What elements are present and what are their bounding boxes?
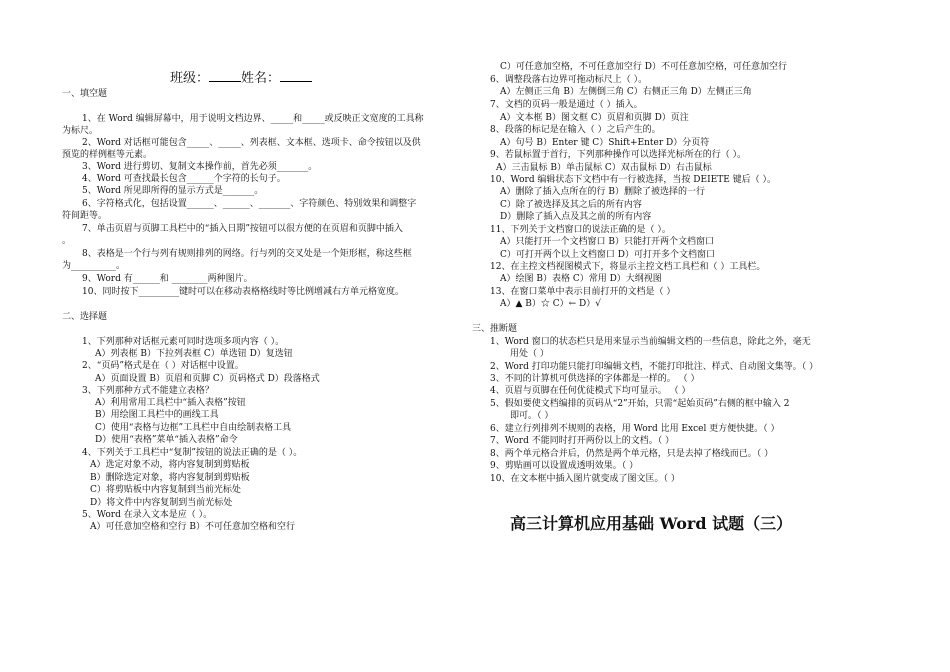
right-line: 9、剪贴画可以设置成透明效果。（ ）	[490, 461, 639, 471]
right-line: 13、在窗口菜单中表示目前打开的文档是（ ）	[490, 287, 676, 297]
right-line: 7、文档的页码一般是通过（ ）插入。	[490, 100, 643, 110]
left-line: 7、单击页眉与页脚工具栏中的“插入日期”按钮可以很方便的在页眉和页脚中插入	[82, 224, 403, 234]
left-line: 预览的样例框等元素。	[62, 150, 153, 160]
right-line: 4、页眉与页脚在任何优徒模式下均可显示。 （ ）	[490, 386, 691, 396]
left-line: 9、Word 有______和 ________两种图片。	[82, 274, 253, 284]
left-line: 10、同时按下_________键时可以在移动表格格线时等比例增减右方单元格宽度。	[82, 287, 404, 297]
right-line: 6、调整段落右边界可拖动标尺上（ ）。	[490, 75, 648, 85]
left-line: 3、下列那种方式不能建立表格？	[82, 386, 214, 396]
right-line: A）绘图 B）表格 C）常用 D）大纲视图	[500, 274, 662, 284]
right-line: A）删除了插入点所在的行 B）删除了被选择的一行	[500, 187, 705, 197]
right-line: 6、建立行列排列不规则的表格，用 Word 比用 Excel 更方便快捷。（ ）	[490, 424, 780, 434]
page-title: 高三计算机应用基础 Word 试题（三）	[510, 514, 793, 533]
right-line: C）可打开两个以上文档窗口 D）可打开多个文档窗口	[500, 250, 715, 260]
right-line: 5、假如要使文档编排的页码从“2”开始，只需“起始页码”右侧的框中输入 2	[490, 399, 790, 409]
right-line: A）句号 B）Enter 键 C）Shift+Enter D）分页符	[500, 138, 710, 148]
left-line: B）用绘图工具栏中的画线工具	[95, 410, 219, 420]
right-line: 即可。（ ）	[510, 411, 554, 421]
left-line: A）可任意加空格和空行 B）不可任意加空格和空行	[90, 522, 295, 532]
right-line: A）只能打开一个文档窗口 B）只能打开两个文档窗口	[500, 237, 714, 247]
class-blank	[209, 72, 241, 82]
right-line: 10、在文本框中插入图片就变成了图文匡。（ ）	[490, 474, 680, 484]
left-line: 为__________。	[62, 261, 126, 271]
class-label: 班级：	[170, 71, 210, 86]
left-line: 8、表格是一个行与列有规则排列的网络。行与列的交叉处是一个矩形框，称这些框	[82, 249, 412, 259]
right-line: A）▲ B）☆ C）← D）√	[500, 299, 601, 309]
left-line: D）使用“表格”菜单“插入表格”命令	[95, 435, 238, 445]
left-line: 一、填空题	[62, 89, 108, 99]
left-line: D）将文件中内容复制到当前光标处	[90, 498, 233, 508]
left-line: A）选定对象不动，将内容复制到剪贴板	[90, 460, 250, 470]
left-line: 符间距等。	[62, 211, 108, 221]
right-line: 11、下列关于文档窗口的说法正确的是（ ）。	[490, 225, 671, 235]
right-line: C）除了被选择及其之后的所有内容	[500, 200, 642, 210]
right-line: 8、段落的标记是在输入（ ）之后产生的。	[490, 125, 661, 135]
left-line: 6、字符格式化，包括设置______、______、_______、字符颜色、特别效果和调整字	[82, 199, 417, 209]
right-line: 3、不同的计算机可供选择的字体都是一样的。 （ ）	[490, 374, 700, 384]
right-line: D）删除了插入点及其之前的所有内容	[500, 212, 652, 222]
left-line: 4、下列关于工具栏中“复制”按钮的说法正确的是（ ）。	[82, 448, 303, 458]
header-line	[170, 67, 312, 86]
right-line: C）可任意加空格，不可任意加空行 D）不可任意加空格，可任意加空行	[500, 62, 787, 72]
left-line: 为标尺。	[62, 126, 99, 136]
right-line: 8、两个单元格合并后，仍然是两个单元格，只是去掉了格线而已。（ ）	[490, 449, 774, 459]
right-line: 10、Word 编辑状态下文档中有一行被选择，当按 DEIETE 键后（ ）。	[490, 175, 777, 185]
right-line: A）左侧正三角 B）左侧倒三角 C）右侧正三角 D）左侧正三角	[500, 87, 752, 97]
left-line: 5、Word 在录入文本是应（ ）。	[82, 510, 213, 520]
left-line: 1、下列那种对话框元素可同时选项多项内容（ ）。	[82, 337, 285, 347]
left-line: 5、Word 所见即所得的显示方式是_______。	[82, 186, 264, 196]
left-line: 二、选择题	[62, 312, 108, 322]
right-line: 1、Word 窗口的状态栏只是用来显示当前编辑文档的一些信息，除此之外，毫无	[490, 337, 811, 347]
name-label: 姓名：	[241, 71, 281, 86]
left-line: 。	[62, 236, 72, 246]
left-line: C）将剪贴板中内容复制到当前光标处	[90, 485, 241, 495]
right-line: 9、若鼠标置于首行，下列那种操作可以选择光标所在的行（ ）。	[490, 150, 747, 160]
left-line: A）页面设置 B）页眉和页脚 C）页码格式 D）段落格式	[95, 374, 320, 384]
left-line: A）利用常用工具栏中“插入表格”按钮	[95, 398, 246, 408]
right-line: 7、Word 不能同时打开两份以上的文档。（ ）	[490, 436, 675, 446]
left-line: 2、Word 对话框可能包含_____、_____、列表框、文本框、选项卡、命令按钮以及供	[82, 138, 421, 148]
name-blank	[280, 72, 312, 82]
right-line: 2、Word 打印功能只能打印编辑文档，不能打印批注、样式、自动图文集等。（ ）	[490, 362, 819, 372]
right-line: 三、推断题	[472, 324, 518, 334]
left-line: A）列表框 B）下拉列表框 C）单选钮 D）复选钮	[95, 349, 293, 359]
left-line: 3、Word 进行剪切、复制文本操作前，首先必须_______。	[82, 162, 318, 172]
left-line: 4、Word 可查找最长包含______个字符的长句子。	[82, 174, 286, 184]
right-line: A）文本框 B）图文框 C）页眉和页脚 D）页注	[500, 113, 689, 123]
right-line: A）三击鼠标 B）单击鼠标 C）双击鼠标 D）右击鼠标	[496, 163, 712, 173]
right-line: 用处（ ）	[510, 349, 549, 359]
left-line: B）删除选定对象，将内容复制到剪贴板	[90, 473, 250, 483]
left-line: C）使用“表格与边框”工具栏中自由绘制表格工具	[95, 423, 292, 433]
right-line: 12、在主控文档视图模式下，将显示主控文档工具栏和（ ）工具栏。	[490, 262, 766, 272]
left-line: 2、“页码”格式是在（ ）对话框中设置。	[82, 361, 244, 371]
left-line: 1、在 Word 编辑屏幕中，用于说明文档边界、_____和_____或反映正文宽度的工具称	[82, 114, 424, 124]
